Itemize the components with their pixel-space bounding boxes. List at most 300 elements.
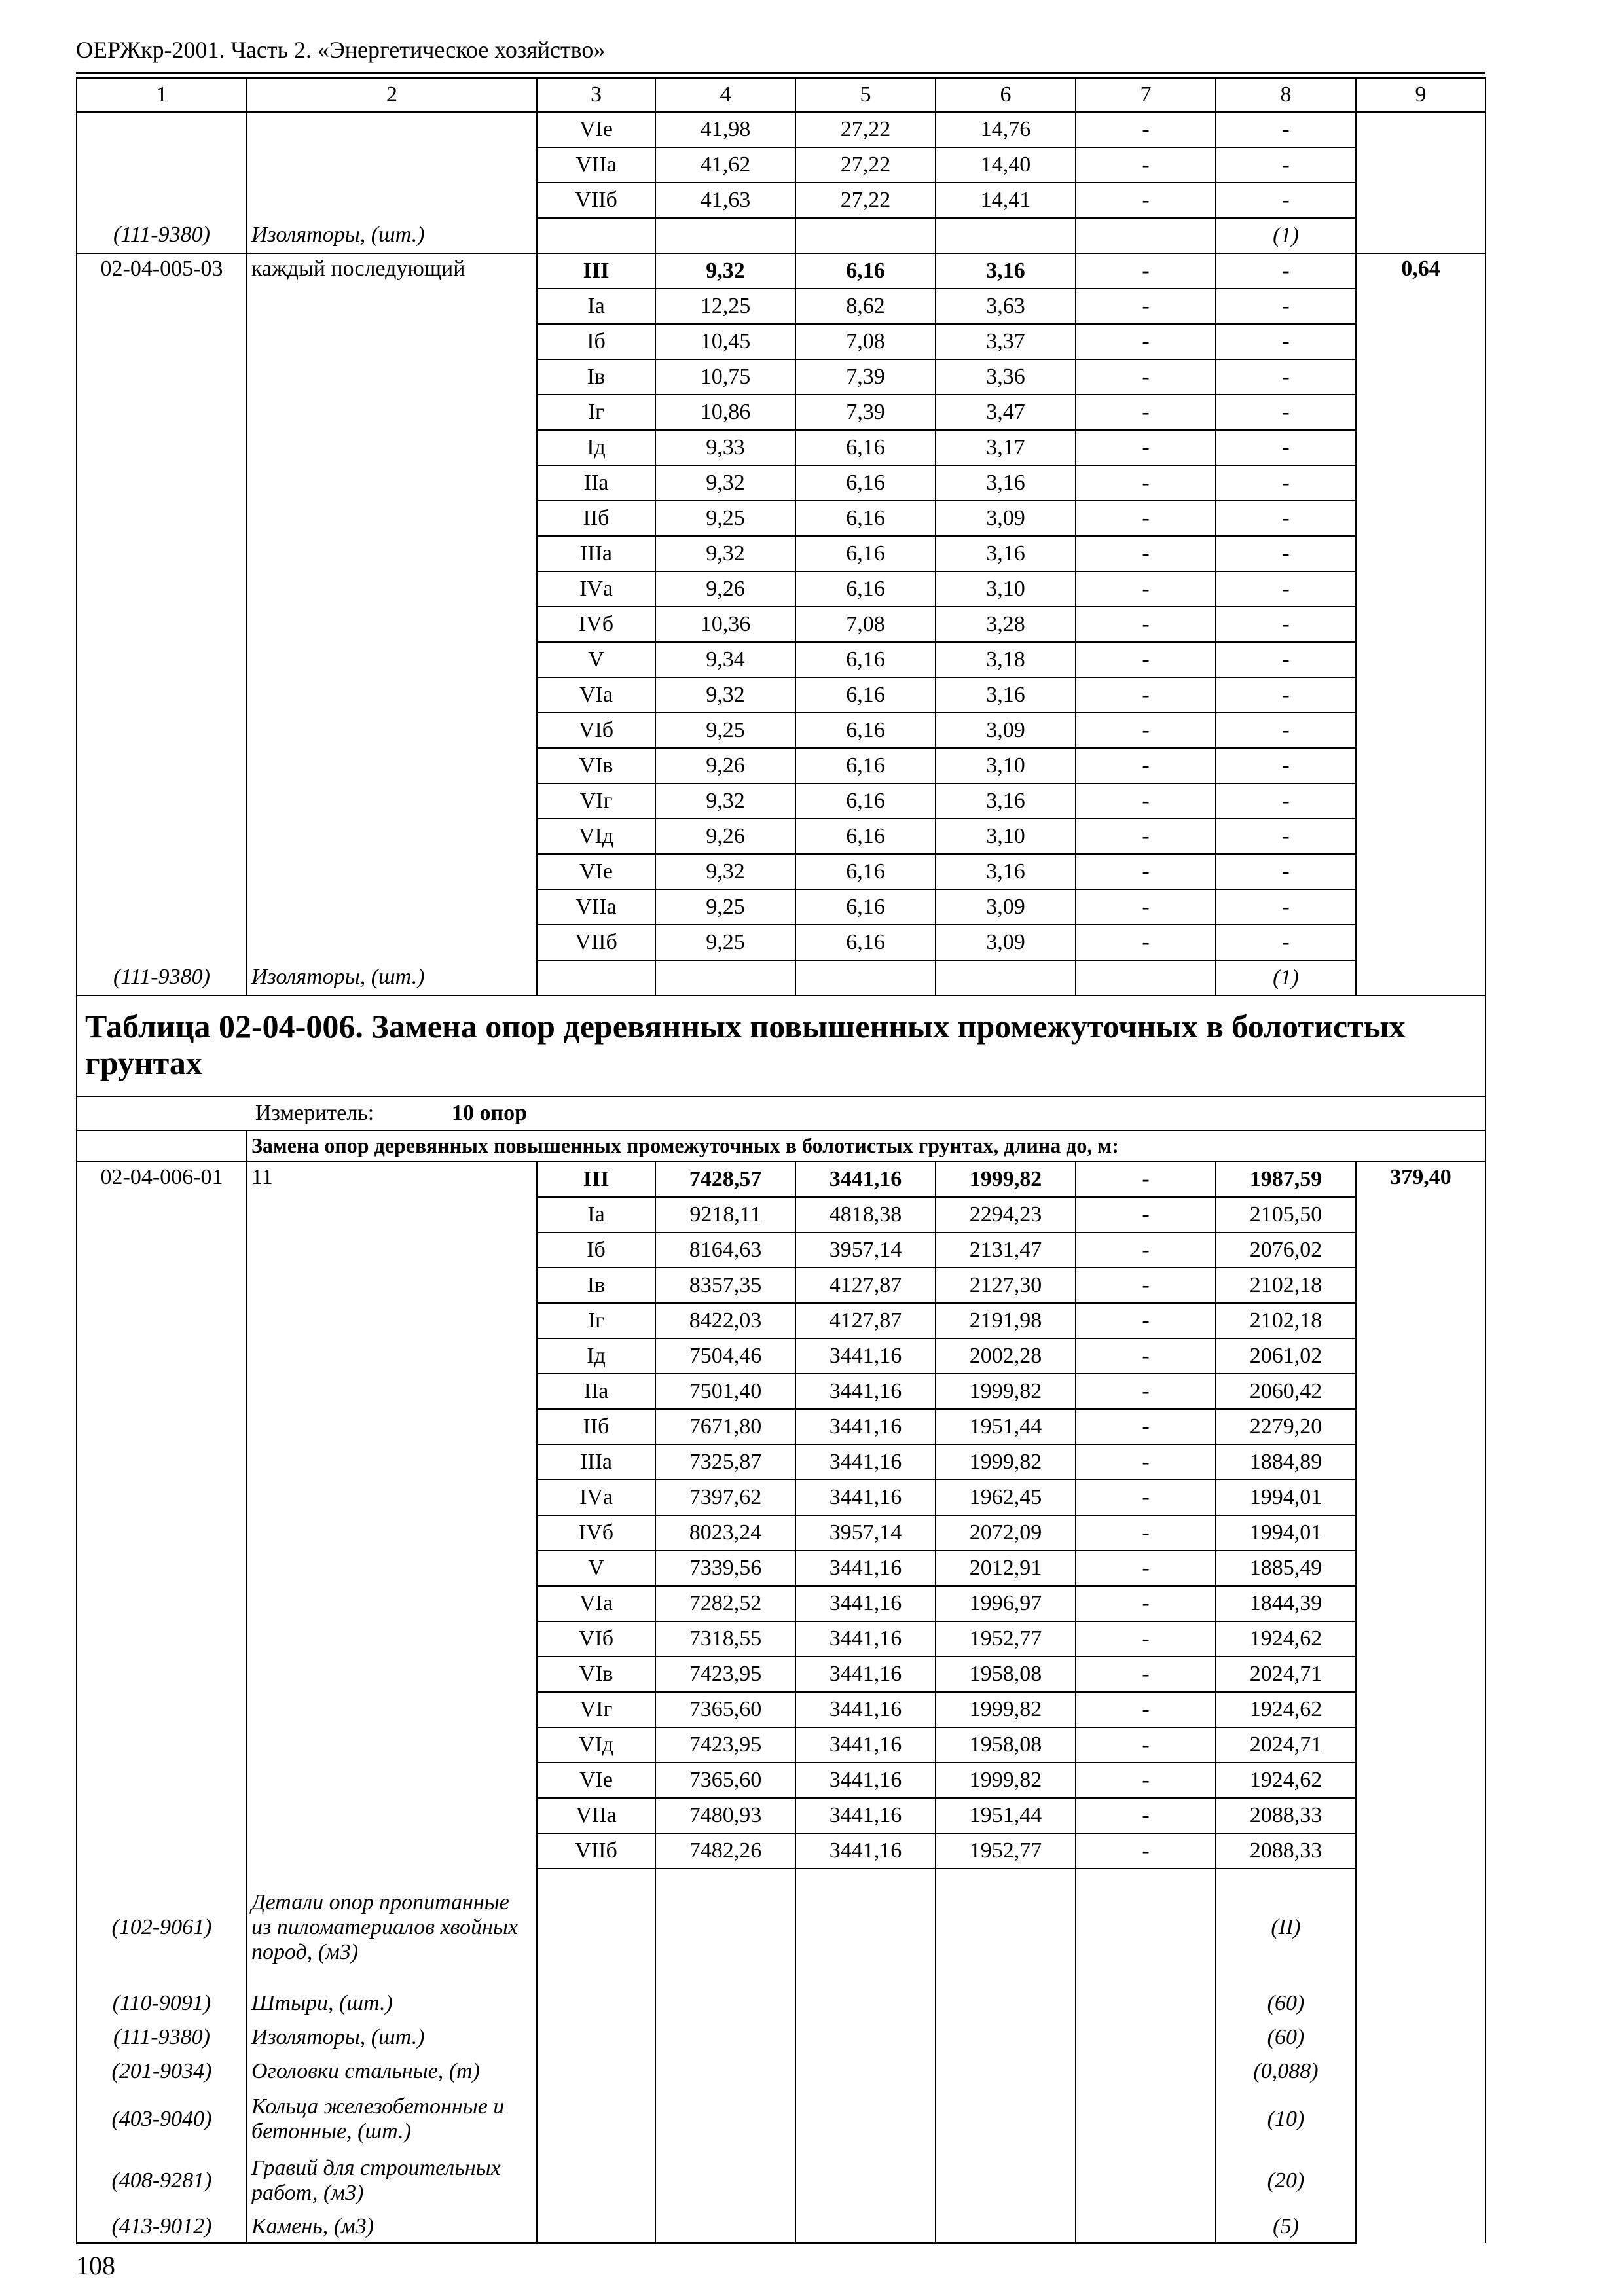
cell-col-4: 8357,35 <box>655 1268 795 1303</box>
cell-col-5: 6,16 <box>795 783 936 819</box>
cell-col-8: 2279,20 <box>1216 1409 1356 1444</box>
cell-col-8: - <box>1216 677 1356 713</box>
resource-code: (403-9040) <box>77 2089 247 2150</box>
cell-col-3: VIIа <box>537 889 655 925</box>
cell-col-5: 7,39 <box>795 395 936 430</box>
cell-col-7: - <box>1076 1268 1216 1303</box>
cell-col-7: - <box>1076 1303 1216 1338</box>
measure-row <box>77 1096 1486 1130</box>
cell-col-7: - <box>1076 1586 1216 1621</box>
cell-col-5: 6,16 <box>795 748 936 783</box>
cell-col-6: 3,37 <box>936 324 1076 359</box>
cell-col-4: 9,32 <box>655 783 795 819</box>
cell-col-3: IVб <box>537 607 655 642</box>
cell-col-5: 4127,87 <box>795 1268 936 1303</box>
cell-col-6: 3,10 <box>936 748 1076 783</box>
cell-col-8: 2088,33 <box>1216 1798 1356 1833</box>
cell-col-7: - <box>1076 1551 1216 1586</box>
cell-col-4: 7428,57 <box>655 1162 795 1197</box>
cell-col-4 <box>655 2089 795 2150</box>
resource-qty: (20) <box>1216 2150 1356 2212</box>
cell-col-4: 7397,62 <box>655 1480 795 1515</box>
cell-col-8: - <box>1216 147 1356 183</box>
cell-col-6: 1962,45 <box>936 1480 1076 1515</box>
cell-col-7: - <box>1076 359 1216 395</box>
cell-col-5: 3441,16 <box>795 1657 936 1692</box>
cell-col-7: - <box>1076 1692 1216 1727</box>
cell-col-6: 3,10 <box>936 571 1076 607</box>
cell-col-5: 6,16 <box>795 465 936 501</box>
rate-name: каждый последующий <box>247 253 537 960</box>
cell-col-4: 9,33 <box>655 430 795 465</box>
cell-col-3: VIIб <box>537 925 655 960</box>
cell-col-7: - <box>1076 1444 1216 1480</box>
cell-col-4: 9,32 <box>655 677 795 713</box>
cell-col-8: - <box>1216 501 1356 536</box>
cell-col-3: IVб <box>537 1515 655 1551</box>
cell-col-8: 1924,62 <box>1216 1692 1356 1727</box>
cell-col-3: VIб <box>537 713 655 748</box>
cell-col-4: 9,26 <box>655 748 795 783</box>
resource-name: Камень, (м3) <box>247 2212 537 2243</box>
cell-col-8: - <box>1216 536 1356 571</box>
cell-col-3: III <box>537 1162 655 1197</box>
cell-col-4 <box>655 1986 795 2020</box>
cell-col-3 <box>537 2089 655 2150</box>
cell-col-8: - <box>1216 183 1356 218</box>
cell-col-4: 9,34 <box>655 642 795 677</box>
cell-col-4 <box>655 960 795 996</box>
cell-col-8: 2024,71 <box>1216 1657 1356 1692</box>
cell-col-6: 1952,77 <box>936 1833 1076 1869</box>
cell-col-5: 7,08 <box>795 607 936 642</box>
cell-col-5: 6,16 <box>795 430 936 465</box>
cell-col-6: 1996,97 <box>936 1586 1076 1621</box>
cell-col-7: - <box>1076 1798 1216 1833</box>
cell-col-5: 3957,14 <box>795 1232 936 1268</box>
cell-col-8: - <box>1216 607 1356 642</box>
cell-col-6: 3,16 <box>936 677 1076 713</box>
cell-col-5: 3441,16 <box>795 1692 936 1727</box>
cell-col-5: 3441,16 <box>795 1763 936 1798</box>
cell-col-6: 1958,08 <box>936 1657 1076 1692</box>
cell-col-4: 8164,63 <box>655 1232 795 1268</box>
cell-col-5: 7,39 <box>795 359 936 395</box>
cell-col-7: - <box>1076 253 1216 289</box>
cell-col-8: - <box>1216 289 1356 324</box>
cell-col-4: 9,25 <box>655 925 795 960</box>
cell-col-6 <box>936 2150 1076 2212</box>
cell-col-5: 6,16 <box>795 677 936 713</box>
cell-col-4: 7318,55 <box>655 1621 795 1657</box>
cell-col-4: 7423,95 <box>655 1727 795 1763</box>
cell-col-3: VIIб <box>537 1833 655 1869</box>
cell-col-4 <box>655 2212 795 2243</box>
cell-col-4: 8023,24 <box>655 1515 795 1551</box>
cell-col-6: 1999,82 <box>936 1374 1076 1409</box>
cell-col-6 <box>936 1986 1076 2020</box>
cell-col-3: III <box>537 253 655 289</box>
cell-col-3: VIIа <box>537 147 655 183</box>
cell-col-3: IVа <box>537 571 655 607</box>
resource-name: Штыри, (шт.) <box>247 1986 537 2020</box>
cell-col-5: 3441,16 <box>795 1586 936 1621</box>
col9-value <box>1356 112 1486 253</box>
cell-col-4: 7504,46 <box>655 1338 795 1374</box>
resource-qty: (10) <box>1216 2089 1356 2150</box>
cell-col-8: 1987,59 <box>1216 1162 1356 1197</box>
subheading-row <box>77 1130 1486 1162</box>
cell-col-5: 3441,16 <box>795 1833 936 1869</box>
cell-col-6: 2012,91 <box>936 1551 1076 1586</box>
resource-code: (110-9091) <box>77 1986 247 2020</box>
cell-col-5 <box>795 960 936 996</box>
cell-col-7: - <box>1076 1338 1216 1374</box>
cell-col-4: 10,45 <box>655 324 795 359</box>
cell-col-4: 9,25 <box>655 889 795 925</box>
cell-col-7: - <box>1076 783 1216 819</box>
cell-col-3: Iб <box>537 324 655 359</box>
column-number: 1 <box>77 78 247 112</box>
cell-col-4: 7423,95 <box>655 1657 795 1692</box>
cell-col-3: VIа <box>537 1586 655 1621</box>
cell-col-8: - <box>1216 925 1356 960</box>
cell-col-8: - <box>1216 395 1356 430</box>
cell-col-4: 12,25 <box>655 289 795 324</box>
cell-col-3 <box>537 1986 655 2020</box>
cell-col-6: 3,09 <box>936 501 1076 536</box>
cell-col-8: 1844,39 <box>1216 1586 1356 1621</box>
resource-name: Изоляторы, (шт.) <box>247 218 537 253</box>
col9-value: 379,40 <box>1356 1162 1486 2243</box>
cell-col-7: - <box>1076 889 1216 925</box>
cell-col-6: 2191,98 <box>936 1303 1076 1338</box>
cell-col-7: - <box>1076 1232 1216 1268</box>
cell-col-5: 3441,16 <box>795 1409 936 1444</box>
cell-col-6: 1951,44 <box>936 1409 1076 1444</box>
cell-col-6: 3,47 <box>936 395 1076 430</box>
rate-row <box>77 1162 1486 1197</box>
cell-col-5: 3441,16 <box>795 1621 936 1657</box>
cell-col-4: 7482,26 <box>655 1833 795 1869</box>
resource-code: (201-9034) <box>77 2054 247 2089</box>
resource-name: Гравий для строительных работ, (м3) <box>247 2150 537 2212</box>
column-number: 8 <box>1216 78 1356 112</box>
cell-col-8: - <box>1216 819 1356 854</box>
cell-col-3 <box>537 2150 655 2212</box>
cell-col-3: VIд <box>537 819 655 854</box>
cell-col-7: - <box>1076 430 1216 465</box>
cell-col-5: 27,22 <box>795 183 936 218</box>
cell-col-7: - <box>1076 324 1216 359</box>
cell-col-6 <box>936 218 1076 253</box>
cell-col-7: - <box>1076 713 1216 748</box>
cell-col-5: 4818,38 <box>795 1197 936 1232</box>
cell-col-3 <box>537 2212 655 2243</box>
resource-code: (111-9380) <box>77 2020 247 2054</box>
cell-col-7: - <box>1076 1727 1216 1763</box>
cell-col-4: 10,86 <box>655 395 795 430</box>
cell-col-7: - <box>1076 501 1216 536</box>
cell-col-3: VIг <box>537 1692 655 1727</box>
cell-col-4: 10,75 <box>655 359 795 395</box>
cell-col-7 <box>1076 1869 1216 1986</box>
cell-col-4 <box>655 1869 795 1986</box>
cell-col-3: Iв <box>537 1268 655 1303</box>
cell-col-4: 7365,60 <box>655 1763 795 1798</box>
cell-col-5: 6,16 <box>795 642 936 677</box>
cell-col-6: 1958,08 <box>936 1727 1076 1763</box>
cell-col-8: - <box>1216 253 1356 289</box>
cell-col-3 <box>537 218 655 253</box>
cell-col-7: - <box>1076 465 1216 501</box>
cell-col-5: 6,16 <box>795 819 936 854</box>
cell-col-6: 2127,30 <box>936 1268 1076 1303</box>
cell-col-5: 3441,16 <box>795 1374 936 1409</box>
cell-col-6: 3,63 <box>936 289 1076 324</box>
cell-col-4 <box>655 2020 795 2054</box>
cell-col-6: 2294,23 <box>936 1197 1076 1232</box>
cell-col-5: 27,22 <box>795 147 936 183</box>
resource-qty: (0,088) <box>1216 2054 1356 2089</box>
resource-row <box>77 2054 1486 2089</box>
cell-col-5 <box>795 2020 936 2054</box>
cell-col-8: 2076,02 <box>1216 1232 1356 1268</box>
cell-col-7: - <box>1076 289 1216 324</box>
cell-col-7: - <box>1076 819 1216 854</box>
cell-col-3 <box>537 2054 655 2089</box>
cell-col-4: 41,63 <box>655 183 795 218</box>
cell-col-4: 7365,60 <box>655 1692 795 1727</box>
cell-col-5: 8,62 <box>795 289 936 324</box>
cell-col-5 <box>795 1869 936 1986</box>
cell-col-8: 1884,89 <box>1216 1444 1356 1480</box>
resource-row <box>77 218 1486 253</box>
cell-col-7 <box>1076 2150 1216 2212</box>
cell-col-3: Iа <box>537 1197 655 1232</box>
cell-col-5: 6,16 <box>795 253 936 289</box>
cell-col-4: 9,26 <box>655 819 795 854</box>
resource-name: Кольца железобетонные и бетонные, (шт.) <box>247 2089 537 2150</box>
rate-row <box>77 112 1486 147</box>
col9-value: 0,64 <box>1356 253 1486 996</box>
cell-col-3: VIе <box>537 854 655 889</box>
cell-col-6 <box>936 2054 1076 2089</box>
cell-col-5: 3441,16 <box>795 1162 936 1197</box>
resource-name: Изоляторы, (шт.) <box>247 960 537 996</box>
cell-col-6 <box>936 2212 1076 2243</box>
cell-col-3: IIIа <box>537 1444 655 1480</box>
cell-col-6: 1999,82 <box>936 1692 1076 1727</box>
cell-col-8: 2088,33 <box>1216 1833 1356 1869</box>
cell-col-7: - <box>1076 642 1216 677</box>
cell-col-3: IIа <box>537 1374 655 1409</box>
cell-col-8: 1924,62 <box>1216 1621 1356 1657</box>
cell-col-5: 6,16 <box>795 536 936 571</box>
cell-col-5: 4127,87 <box>795 1303 936 1338</box>
cell-col-5: 7,08 <box>795 324 936 359</box>
cell-col-3: VIд <box>537 1727 655 1763</box>
resource-code: (102-9061) <box>77 1869 247 1986</box>
cell-col-8: 2105,50 <box>1216 1197 1356 1232</box>
cell-col-4: 9,32 <box>655 854 795 889</box>
resource-name: Оголовки стальные, (т) <box>247 2054 537 2089</box>
cell-col-5: 3441,16 <box>795 1338 936 1374</box>
cell-col-4 <box>655 2054 795 2089</box>
cell-col-5: 3957,14 <box>795 1515 936 1551</box>
cell-col-4 <box>655 2150 795 2212</box>
rate-row <box>77 253 1486 289</box>
cell-col-8: 2024,71 <box>1216 1727 1356 1763</box>
cell-col-8: - <box>1216 748 1356 783</box>
cell-col-7 <box>1076 2020 1216 2054</box>
column-number: 6 <box>936 78 1076 112</box>
cell-col-3: Iд <box>537 1338 655 1374</box>
cell-col-7: - <box>1076 1197 1216 1232</box>
cell-col-6 <box>936 2020 1076 2054</box>
cell-col-3: Iг <box>537 395 655 430</box>
cell-col-6: 3,17 <box>936 430 1076 465</box>
subheading-spacer <box>77 1130 247 1162</box>
column-number: 5 <box>795 78 936 112</box>
cell-col-6: 14,40 <box>936 147 1076 183</box>
cell-col-8: - <box>1216 642 1356 677</box>
cell-col-3: VIIа <box>537 1798 655 1833</box>
measure-label: Измеритель: <box>255 1100 374 1125</box>
cell-col-6: 14,76 <box>936 112 1076 147</box>
cell-col-6: 3,16 <box>936 854 1076 889</box>
resource-row <box>77 1986 1486 2020</box>
resource-code: (111-9380) <box>77 960 247 996</box>
cell-col-7: - <box>1076 1515 1216 1551</box>
cell-col-3: IVа <box>537 1480 655 1515</box>
cell-col-6 <box>936 1869 1076 1986</box>
cell-col-6: 3,16 <box>936 465 1076 501</box>
cell-col-6 <box>936 2089 1076 2150</box>
cell-col-7 <box>1076 2054 1216 2089</box>
cell-col-4: 9,32 <box>655 465 795 501</box>
cell-col-8: 1885,49 <box>1216 1551 1356 1586</box>
cell-col-5 <box>795 2150 936 2212</box>
cell-col-6: 3,10 <box>936 819 1076 854</box>
cell-col-8: 2060,42 <box>1216 1374 1356 1409</box>
cell-col-6: 14,41 <box>936 183 1076 218</box>
cell-col-3: IIIа <box>537 536 655 571</box>
cell-col-5: 3441,16 <box>795 1444 936 1480</box>
cell-col-7: - <box>1076 1480 1216 1515</box>
cell-col-3: IIб <box>537 1409 655 1444</box>
cell-col-4: 9,32 <box>655 536 795 571</box>
cell-col-7: - <box>1076 395 1216 430</box>
cell-col-6: 1999,82 <box>936 1763 1076 1798</box>
document-header: ОЕРЖкр-2001. Часть 2. «Энергетическое хозяйство» <box>76 37 606 63</box>
cell-col-7: - <box>1076 1409 1216 1444</box>
cell-col-7: - <box>1076 748 1216 783</box>
table-subheading: Замена опор деревянных повышенных промежуточных в болотистых грунтах, длина до, м: <box>247 1130 1486 1162</box>
cell-col-7 <box>1076 960 1216 996</box>
cell-col-6: 3,09 <box>936 925 1076 960</box>
cell-col-7: - <box>1076 1621 1216 1657</box>
cell-col-6: 2131,47 <box>936 1232 1076 1268</box>
resource-code: (408-9281) <box>77 2150 247 2212</box>
cell-col-6: 1952,77 <box>936 1621 1076 1657</box>
cell-col-7: - <box>1076 925 1216 960</box>
cell-col-4: 10,36 <box>655 607 795 642</box>
rate-name: 11 <box>247 1162 537 1869</box>
cell-col-3: VIг <box>537 783 655 819</box>
cell-col-3: VIв <box>537 1657 655 1692</box>
cell-col-4: 9,25 <box>655 501 795 536</box>
cell-col-7: - <box>1076 571 1216 607</box>
resource-row <box>77 2212 1486 2243</box>
resource-code: (111-9380) <box>77 218 247 253</box>
cell-col-7: - <box>1076 1162 1216 1197</box>
cell-col-3: V <box>537 1551 655 1586</box>
cell-col-6: 3,09 <box>936 713 1076 748</box>
cell-col-8: 2102,18 <box>1216 1303 1356 1338</box>
cell-col-7: - <box>1076 183 1216 218</box>
cell-col-7: - <box>1076 1374 1216 1409</box>
cell-col-6: 1951,44 <box>936 1798 1076 1833</box>
measure-cell <box>77 1096 1486 1130</box>
cell-col-7 <box>1076 1986 1216 2020</box>
resource-name: Детали опор пропитанные из пиломатериалов хвойных пород, (м3) <box>247 1869 537 1986</box>
cell-col-3: Iа <box>537 289 655 324</box>
cell-col-7 <box>1076 2212 1216 2243</box>
cell-col-4: 7325,87 <box>655 1444 795 1480</box>
cell-col-5: 6,16 <box>795 501 936 536</box>
resource-qty: (5) <box>1216 2212 1356 2243</box>
cell-col-6: 3,16 <box>936 783 1076 819</box>
column-number: 2 <box>247 78 537 112</box>
cell-col-4: 7671,80 <box>655 1409 795 1444</box>
cell-col-6: 2072,09 <box>936 1515 1076 1551</box>
rate-code <box>77 112 247 218</box>
cell-col-4: 7501,40 <box>655 1374 795 1409</box>
cell-col-6: 3,36 <box>936 359 1076 395</box>
cell-col-3: V <box>537 642 655 677</box>
cell-col-5: 3441,16 <box>795 1551 936 1586</box>
measure-value: 10 опор <box>452 1100 527 1125</box>
cell-col-5: 6,16 <box>795 854 936 889</box>
cell-col-6: 1999,82 <box>936 1444 1076 1480</box>
cell-col-7: - <box>1076 607 1216 642</box>
cell-col-4: 9,32 <box>655 253 795 289</box>
cell-col-3: Iг <box>537 1303 655 1338</box>
rate-code: 02-04-005-03 <box>77 253 247 960</box>
cell-col-5: 3441,16 <box>795 1480 936 1515</box>
column-number: 4 <box>655 78 795 112</box>
cell-col-8: - <box>1216 571 1356 607</box>
cell-col-8: - <box>1216 430 1356 465</box>
page-number: 108 <box>76 2251 115 2280</box>
resource-row <box>77 2020 1486 2054</box>
rate-code: 02-04-006-01 <box>77 1162 247 1869</box>
header-rule <box>76 72 1485 74</box>
column-number-row <box>77 78 1486 112</box>
cell-col-5: 6,16 <box>795 889 936 925</box>
cell-col-7 <box>1076 218 1216 253</box>
cell-col-8: - <box>1216 465 1356 501</box>
cell-col-6: 3,28 <box>936 607 1076 642</box>
cell-col-5: 6,16 <box>795 713 936 748</box>
cell-col-8: - <box>1216 783 1356 819</box>
cell-col-4: 8422,03 <box>655 1303 795 1338</box>
cell-col-8: - <box>1216 854 1356 889</box>
cell-col-3: VIв <box>537 748 655 783</box>
cell-col-8: - <box>1216 324 1356 359</box>
cell-col-5: 6,16 <box>795 925 936 960</box>
